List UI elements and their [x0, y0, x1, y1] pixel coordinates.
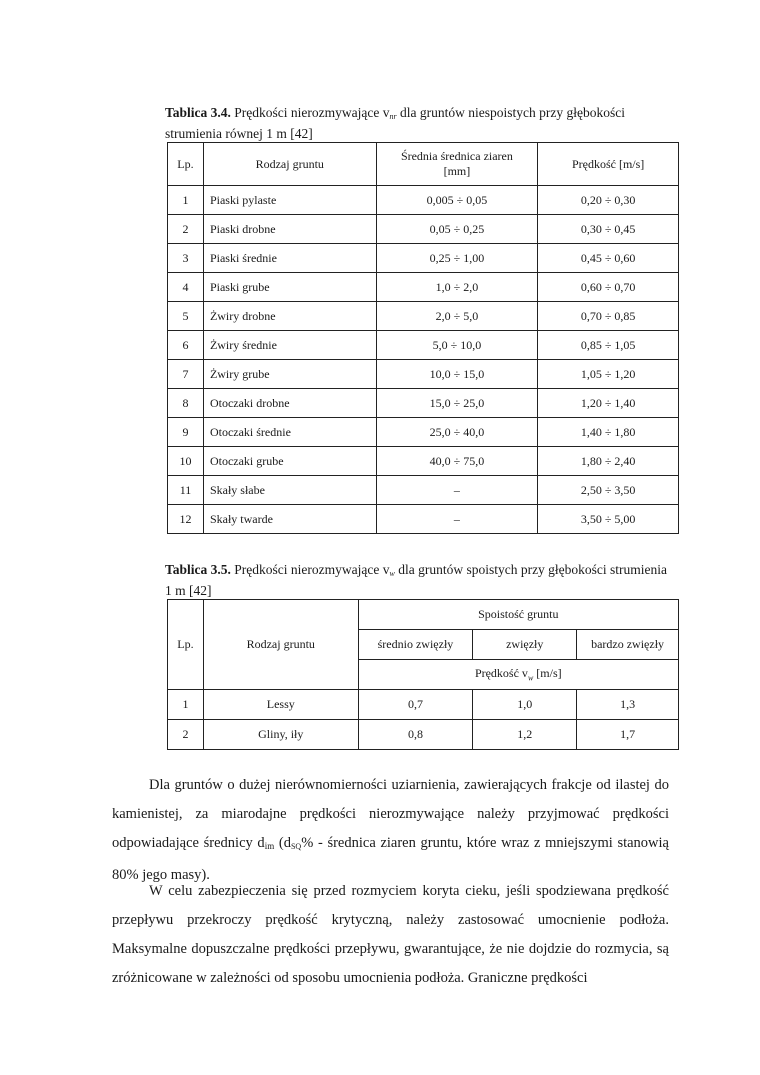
table2-header-row-1 [168, 600, 679, 630]
table2-velocity-header [358, 660, 678, 690]
table1-cell-diameter: – [376, 505, 538, 534]
table1-cell-type: Żwiry średnie [203, 331, 376, 360]
table1-cell-velocity: 2,50 ÷ 3,50 [538, 476, 679, 505]
table2-velocity-pre: Prędkość v [474, 666, 528, 681]
paragraph-1-sub-b: SQ [290, 842, 302, 851]
table1-cell-type: Piaski grube [203, 273, 376, 302]
table1-row [168, 418, 679, 447]
table1-cell-lp: 4 [168, 273, 204, 302]
table1-cell-lp: 9 [168, 418, 204, 447]
table1-cell-type: Skały słabe [203, 476, 376, 505]
table1-row [168, 302, 679, 331]
table1-header-type: Rodzaj gruntu [203, 143, 376, 186]
table1-header-velocity: Prędkość [m/s] [538, 143, 679, 186]
table1-cell-diameter: 15,0 ÷ 25,0 [376, 389, 538, 418]
table1-cell-velocity: 1,40 ÷ 1,80 [538, 418, 679, 447]
table2 [167, 599, 679, 750]
table1-row [168, 215, 679, 244]
table1-cell-lp: 6 [168, 331, 204, 360]
paragraph-1-text-c: % - średnica ziaren gruntu, które wraz z mniejszymi stanowią 80% jego masy). [112, 835, 669, 883]
paragraph-1-text-b: (d [274, 835, 291, 851]
table1-cell-velocity: 0,30 ÷ 0,45 [538, 215, 679, 244]
table1-cell-velocity: 1,05 ÷ 1,20 [538, 360, 679, 389]
table2-caption-post: dla gruntów spoistych przy głębokości strumienia 1 m [42] [165, 562, 668, 598]
table2-cell-type: Gliny, iły [203, 720, 358, 750]
table1-cell-diameter: 0,005 ÷ 0,05 [376, 186, 538, 215]
table2-caption-sub: w [389, 569, 395, 578]
table1-cell-lp: 10 [168, 447, 204, 476]
table1-cell-velocity: 1,80 ÷ 2,40 [538, 447, 679, 476]
table2-header-type: Rodzaj gruntu [203, 600, 358, 690]
table1-cell-diameter: 2,0 ÷ 5,0 [376, 302, 538, 331]
table1-cell-lp: 3 [168, 244, 204, 273]
table1-cell-type: Piaski średnie [203, 244, 376, 273]
table1-cell-lp: 12 [168, 505, 204, 534]
table2-header-lp: Lp. [168, 600, 204, 690]
paragraph-2: W celu zabezpieczenia się przed rozmyciem koryta cieku, jeśli spodziewana prędkość przepływu przekroczy prędkość krytyczną, należy zastosować umocnienie podłoża. Maksymalne dopuszczalne prędkości przepływu, gwarantujące, że nie dojdzie do rozmycia, są zróżnicowane w zależności od sposobu umocnienia podłoża. Graniczne prędkości [112, 883, 669, 986]
table1-row [168, 505, 679, 534]
table1-row [168, 331, 679, 360]
table1-row [168, 447, 679, 476]
table1 [167, 142, 679, 534]
table1-cell-type: Piaski pylaste [203, 186, 376, 215]
table1-row [168, 360, 679, 389]
table2-velocity-sub: w [527, 673, 534, 683]
table2-cell-v3: 1,3 [577, 690, 679, 720]
table2-caption-pre: Prędkości nierozmywające v [234, 562, 390, 577]
table2-cell-v1: 0,7 [358, 690, 473, 720]
table1-cell-diameter: 1,0 ÷ 2,0 [376, 273, 538, 302]
table1-header-diameter: Średnia średnica ziaren [mm] [376, 143, 538, 186]
paragraph-1 [112, 771, 669, 890]
table1-cell-velocity: 0,45 ÷ 0,60 [538, 244, 679, 273]
table1-row [168, 186, 679, 215]
table1-cell-lp: 5 [168, 302, 204, 331]
table1-cell-type: Skały twarde [203, 505, 376, 534]
table1-row [168, 389, 679, 418]
table1-cell-diameter: 0,25 ÷ 1,00 [376, 244, 538, 273]
table2-row [168, 690, 679, 720]
paragraph-1-sub-a: im [264, 841, 275, 851]
table1-caption [165, 104, 675, 142]
table2-cell-lp: 1 [168, 690, 204, 720]
table2-cell-lp: 2 [168, 720, 204, 750]
table1-cell-velocity: 1,20 ÷ 1,40 [538, 389, 679, 418]
table1-cell-lp: 1 [168, 186, 204, 215]
paragraph-1-text-a: Dla gruntów o dużej nierównomierności uziarnienia, zawierających frakcje od ilastej do kamienistej, za miarodajne prędkości nierozmywające należy przyjmować prędkości odpowiadające średnicy d [112, 777, 669, 851]
table1-row [168, 244, 679, 273]
table1-cell-diameter: 25,0 ÷ 40,0 [376, 418, 538, 447]
table1-cell-velocity: 0,85 ÷ 1,05 [538, 331, 679, 360]
table2-row [168, 720, 679, 750]
table1-cell-lp: 7 [168, 360, 204, 389]
table1-cell-diameter: 0,05 ÷ 0,25 [376, 215, 538, 244]
table1-cell-lp: 2 [168, 215, 204, 244]
table1-label: Tablica 3.4. [165, 105, 231, 120]
table1-header-row [168, 143, 679, 186]
table1-caption-sub: nr [389, 112, 397, 121]
table2-cell-v1: 0,8 [358, 720, 473, 750]
table2-caption [165, 561, 675, 599]
table1-cell-velocity: 0,60 ÷ 0,70 [538, 273, 679, 302]
table2-cell-v2: 1,2 [473, 720, 577, 750]
table1-cell-diameter: 5,0 ÷ 10,0 [376, 331, 538, 360]
table1-cell-diameter: 40,0 ÷ 75,0 [376, 447, 538, 476]
table1-cell-velocity: 3,50 ÷ 5,00 [538, 505, 679, 534]
table2-label: Tablica 3.5. [165, 562, 231, 577]
table1-cell-type: Piaski drobne [203, 215, 376, 244]
table1-cell-velocity: 0,70 ÷ 0,85 [538, 302, 679, 331]
table2-velocity-post: [m/s] [533, 666, 562, 681]
table2-cell-type: Lessy [203, 690, 358, 720]
table2-subheader-1: średnio zwięzły [358, 630, 473, 660]
table1-header-lp: Lp. [168, 143, 204, 186]
table1-cell-type: Żwiry drobne [203, 302, 376, 331]
table1-cell-diameter: 10,0 ÷ 15,0 [376, 360, 538, 389]
table1-cell-type: Żwiry grube [203, 360, 376, 389]
table1-caption-post: dla gruntów niespoistych przy głębokości strumienia równej 1 m [42] [165, 105, 625, 141]
table1-cell-velocity: 0,20 ÷ 0,30 [538, 186, 679, 215]
table1-row [168, 273, 679, 302]
table1-cell-type: Otoczaki grube [203, 447, 376, 476]
table1-cell-diameter: – [376, 476, 538, 505]
table2-header-group: Spoistość gruntu [358, 600, 678, 630]
table1-caption-pre: Prędkości nierozmywające v [234, 105, 390, 120]
table1-cell-lp: 11 [168, 476, 204, 505]
table2-subheader-3: bardzo zwięzły [577, 630, 679, 660]
table1-cell-type: Otoczaki średnie [203, 418, 376, 447]
table2-cell-v3: 1,7 [577, 720, 679, 750]
table1-cell-lp: 8 [168, 389, 204, 418]
table1-cell-type: Otoczaki drobne [203, 389, 376, 418]
table1-row [168, 476, 679, 505]
table2-subheader-2: zwięzły [473, 630, 577, 660]
table2-cell-v2: 1,0 [473, 690, 577, 720]
